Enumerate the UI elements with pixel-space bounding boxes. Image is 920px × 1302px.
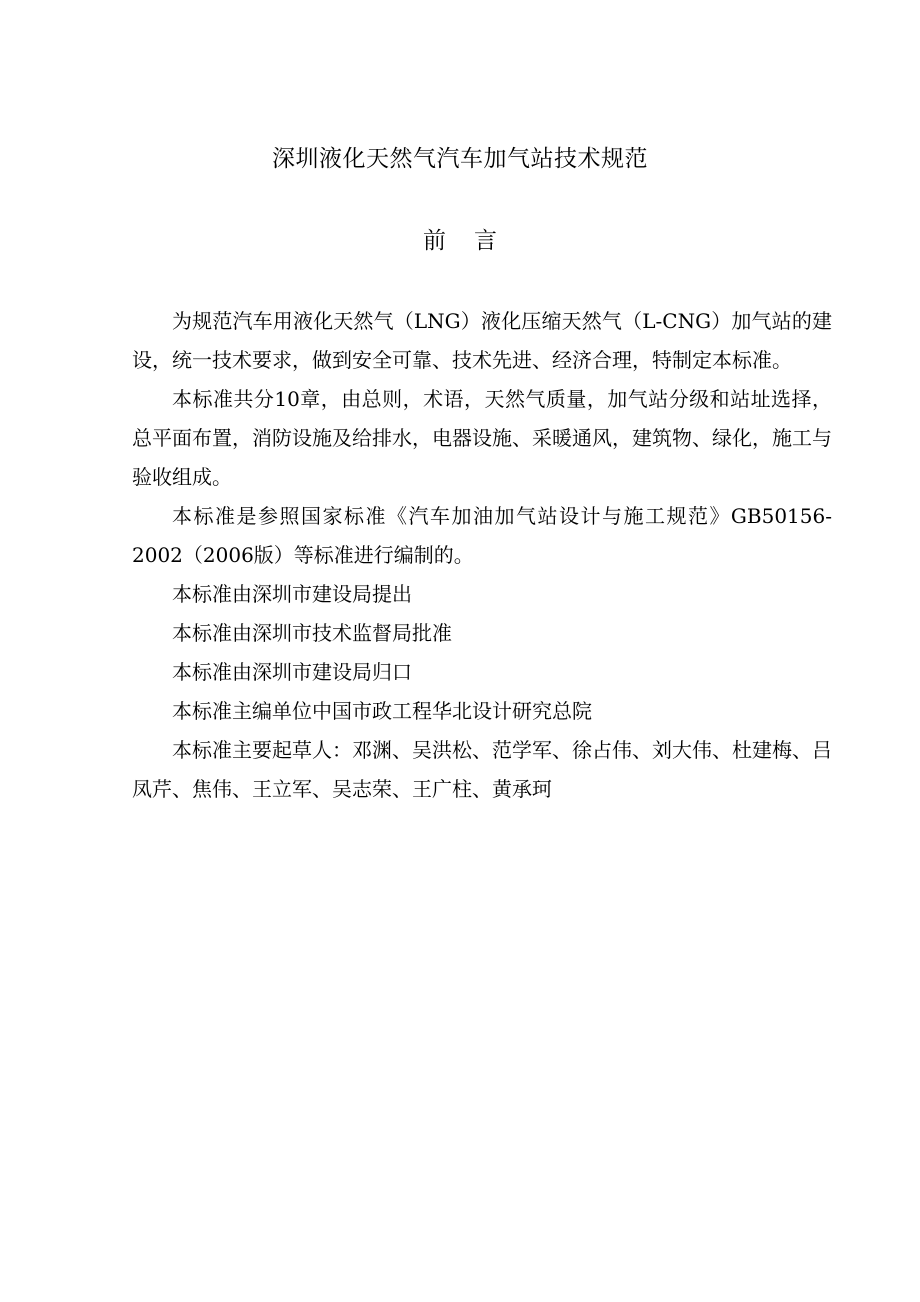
- document-title: 深圳液化天然气汽车加气站技术规范: [272, 146, 648, 172]
- paragraph-proposer: 本标准由深圳市建设局提出: [172, 582, 412, 606]
- paragraph-reference: 本标准是参照国家标准《汽车加油加气站设计与施工规范》GB50156-2002（2006版）等标准进行编制的。: [132, 504, 832, 567]
- paragraph-approver: 本标准由深圳市技术监督局批准: [172, 621, 452, 645]
- paragraph-chief-editor: 本标准主编单位中国市政工程华北设计研究总院: [172, 699, 592, 723]
- paragraph-purpose: 为规范汽车用液化天然气（LNG）液化压缩天然气（L-CNG）加气站的建设，统一技术要求，做到安全可靠、技术先进、经济合理，特制定本标准。: [132, 309, 832, 372]
- paragraph-drafters: 本标准主要起草人：邓渊、吴洪松、范学军、徐占伟、刘大伟、杜建梅、吕凤芹、焦伟、王立军、吴志荣、王广柱、黄承珂: [132, 738, 832, 801]
- paragraph-structure: 本标准共分10章，由总则，术语，天然气质量，加气站分级和站址选择，总平面布置，消防设施及给排水，电器设施、采暖通风，建筑物、绿化，施工与验收组成。: [132, 387, 832, 489]
- section-heading-preface: 前言: [423, 228, 525, 254]
- paragraph-administrator: 本标准由深圳市建设局归口: [172, 660, 412, 684]
- document-body: [132, 302, 832, 809]
